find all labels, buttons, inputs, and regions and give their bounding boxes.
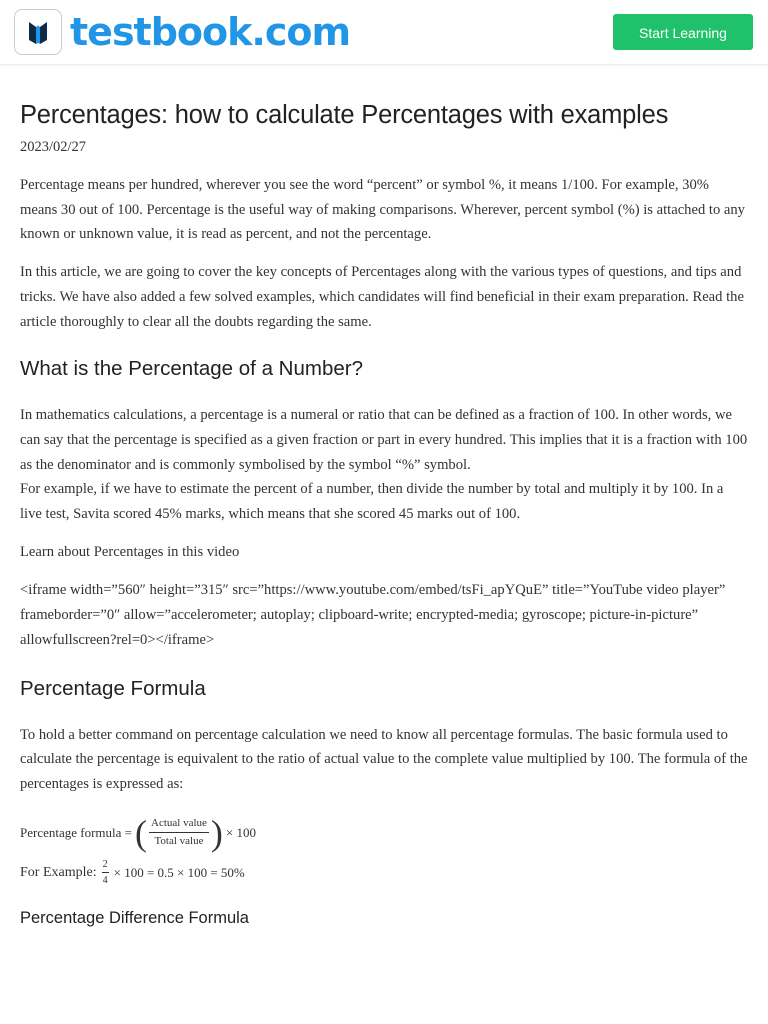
section1-paragraph-1: In mathematics calculations, a percentage is a numeral or ratio that can be defined as a fraction of 100. In other words, we can say that the percentage is specified as a given fraction or part in every hundred. This implies that it is a fraction with 100 as the denominator and is commonly symbolised by the symbol “%” symbol. <box>20 407 748 473</box>
article-content <box>20 64 748 929</box>
section-heading-percentage-formula: Percentage Formula <box>20 676 206 700</box>
site-logo[interactable] <box>14 9 350 55</box>
formula-denominator: Total value <box>154 835 204 848</box>
intro-paragraph-1: Percentage means per hundred, wherever you see the word “percent” or symbol %, it means 1/100. For example, 30% means 30 out of 100. Percentage is the useful way of making comparisons. Wherever, percent symbol (%) is attached to any known or unknown value, it is read as percent, and not the percentage. <box>20 177 745 243</box>
example-rest: × 100 = 0.5 × 100 = 50% <box>113 864 245 880</box>
section-heading-percentage-of-number: What is the Percentage of a Number? <box>20 357 363 381</box>
left-paren: ( <box>135 812 148 853</box>
video-label: Learn about Percentages in this video <box>20 543 240 560</box>
formula-multiplier: × 100 <box>225 824 257 840</box>
right-paren: ) <box>210 812 223 853</box>
intro-paragraph-2: In this article, we are going to cover the key concepts of Percentages along with the various types of questions, and tips and tricks. We have also added a few solved examples, which candidates will find beneficial in their exam preparation. Read the article thoroughly to clear all the doubts regarding the same. <box>20 264 744 330</box>
example-label: For Example: <box>20 864 97 880</box>
percentage-formula <box>20 813 748 853</box>
formula-fraction <box>149 817 209 848</box>
site-header <box>0 0 768 65</box>
formula-label: Percentage formula = <box>20 824 133 840</box>
percentage-example <box>20 853 748 893</box>
example-numerator: 2 <box>102 859 109 873</box>
section-heading-percentage-difference: Percentage Difference Formula <box>20 908 249 927</box>
article-date: 2023/02/27 <box>20 139 87 155</box>
logo-mark-icon <box>14 9 62 55</box>
example-fraction <box>102 859 109 886</box>
section2-paragraph-1: To hold a better command on percentage calculation we need to know all percentage formulas. The basic formula used to calculate the percentage is equivalent to the ratio of actual value to the complete value multiplied by 100. The formula of the percentages is expressed as: <box>20 726 748 792</box>
section1-paragraph-2: For example, if we have to estimate the percent of a number, then divide the number by total and multiply it by 100. In a live test, Savita scored 45% marks, which means that she scored 45 marks out of 100. <box>20 481 724 523</box>
article-title: Percentages: how to calculate Percentages with examples <box>20 101 669 129</box>
formula-numerator: Actual value <box>149 817 209 833</box>
iframe-embed-text: <iframe width=”560″ height=”315″ src=”https://www.youtube.com/embed/tsFi_apYQuE” title=”YouTube video player” frameborder=”0″ allow=”accelerometer; autoplay; clipboard-write; encrypted-media; gyroscope; picture-in-picture” allowfullscreen?rel=0></iframe> <box>20 582 726 648</box>
start-learning-button[interactable]: Start Learning <box>613 14 753 50</box>
example-denominator: 4 <box>102 875 108 887</box>
logo-text: testbook.com <box>70 10 351 54</box>
